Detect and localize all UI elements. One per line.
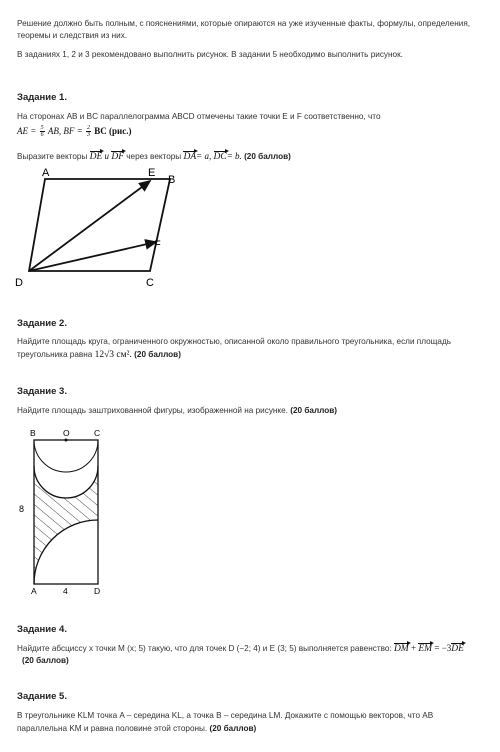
task5-points: (20 баллов) bbox=[209, 724, 257, 733]
point-o bbox=[65, 439, 68, 442]
task2-points: (20 баллов) bbox=[134, 350, 181, 359]
plus-sign: + bbox=[411, 643, 417, 653]
formula-ab: AB, BF = bbox=[47, 126, 83, 136]
label-c: C bbox=[146, 277, 154, 289]
parallelogram-figure bbox=[12, 163, 182, 293]
and-word: и bbox=[104, 151, 110, 161]
task2-text-2 bbox=[17, 349, 487, 361]
vector-df: DF bbox=[111, 152, 124, 162]
label-e: E bbox=[148, 167, 156, 179]
task4-title: Задание 4. bbox=[17, 624, 67, 635]
vector-dm: DM bbox=[393, 644, 409, 654]
label-c: C bbox=[94, 428, 101, 438]
label-d: D bbox=[94, 586, 101, 596]
task1-formula bbox=[17, 125, 487, 138]
vector-de: DE bbox=[89, 152, 103, 162]
label-f: F bbox=[154, 239, 161, 251]
vector-dc: DC bbox=[213, 152, 227, 162]
through-label: через векторы bbox=[126, 152, 182, 161]
label-o: O bbox=[63, 428, 70, 438]
eq-a: = a, bbox=[196, 151, 212, 161]
fraction-5-6: $\frac{5}{6}$ bbox=[40, 125, 44, 139]
label-b: B bbox=[30, 428, 36, 438]
intro-line-1: Решение должно быть полным, с пояснениями, которые опираются на уже изученные факты, формулы, определения, теоремы и следствия из них. bbox=[17, 19, 471, 40]
label-d: D bbox=[15, 277, 23, 289]
label-b: B bbox=[168, 174, 176, 186]
task3-title: Задание 3. bbox=[17, 386, 67, 397]
task1-text: На сторонах AB и BC параллелограмма ABCD отмечены такие точки E и F соответственно, что bbox=[17, 112, 381, 121]
label-side-8: 8 bbox=[19, 504, 25, 514]
task5-text-1: В треугольнике KLM точка A – середина KL, а точка B – середина LM. Докажите с помощью векторов, что AB bbox=[17, 711, 434, 720]
task5-question-end: параллельна KM и равна половине этой стороны. bbox=[17, 724, 208, 733]
task1-points: (20 баллов) bbox=[244, 152, 291, 161]
task3-question: Найдите площадь заштрихованной фигуры, изображенной на рисунке. bbox=[17, 406, 288, 415]
eq-b: = b. bbox=[226, 151, 242, 161]
task3-points: (20 баллов) bbox=[290, 406, 338, 415]
vector-da: DA bbox=[183, 152, 197, 162]
task4-text bbox=[17, 642, 487, 655]
label-bottom-4: 4 bbox=[63, 586, 68, 596]
label-a: A bbox=[42, 167, 50, 179]
fraction-2-3: $\frac{2}{3}$ bbox=[87, 125, 90, 139]
equals-minus-3: = −3 bbox=[434, 643, 452, 653]
formula-bc: BC (рис.) bbox=[94, 126, 132, 136]
task2-title: Задание 2. bbox=[17, 318, 67, 329]
task2-area-label: треугольника равна bbox=[17, 350, 93, 359]
vector-em: EM bbox=[418, 644, 433, 654]
label-a: A bbox=[31, 586, 37, 596]
shaded-region bbox=[34, 466, 98, 584]
intro-text bbox=[17, 18, 487, 68]
task5-title: Задание 5. bbox=[17, 691, 67, 702]
intro-line-2: В заданиях 1, 2 и 3 рекомендовано выполнить рисунок. В задании 5 необходимо выполнить рисунок. bbox=[17, 50, 403, 59]
task1-express bbox=[17, 150, 487, 163]
task4-question: Найдите абсциссу x точки M (x; 5) такую, что для точек D (−2; 4) и E (3; 5) выполняется равенство: bbox=[17, 644, 392, 653]
task5-text-2 bbox=[17, 723, 487, 735]
express-label: Выразите векторы bbox=[17, 152, 88, 161]
parallelogram-outline bbox=[29, 179, 170, 271]
shaded-figure bbox=[15, 426, 125, 598]
task4-points: (20 баллов) bbox=[22, 656, 69, 665]
formula-ae: AE = bbox=[17, 126, 37, 136]
vector-de-task4: DE bbox=[451, 644, 464, 654]
semicircle-top bbox=[34, 440, 98, 472]
task1-title: Задание 1. bbox=[17, 92, 67, 103]
task3-text bbox=[17, 405, 487, 417]
task2-area-value: 12√3 см². bbox=[94, 350, 132, 360]
task2-text-1: Найдите площадь круга, ограниченного окружностью, описанной около правильного треугольника, если площадь bbox=[17, 337, 451, 346]
